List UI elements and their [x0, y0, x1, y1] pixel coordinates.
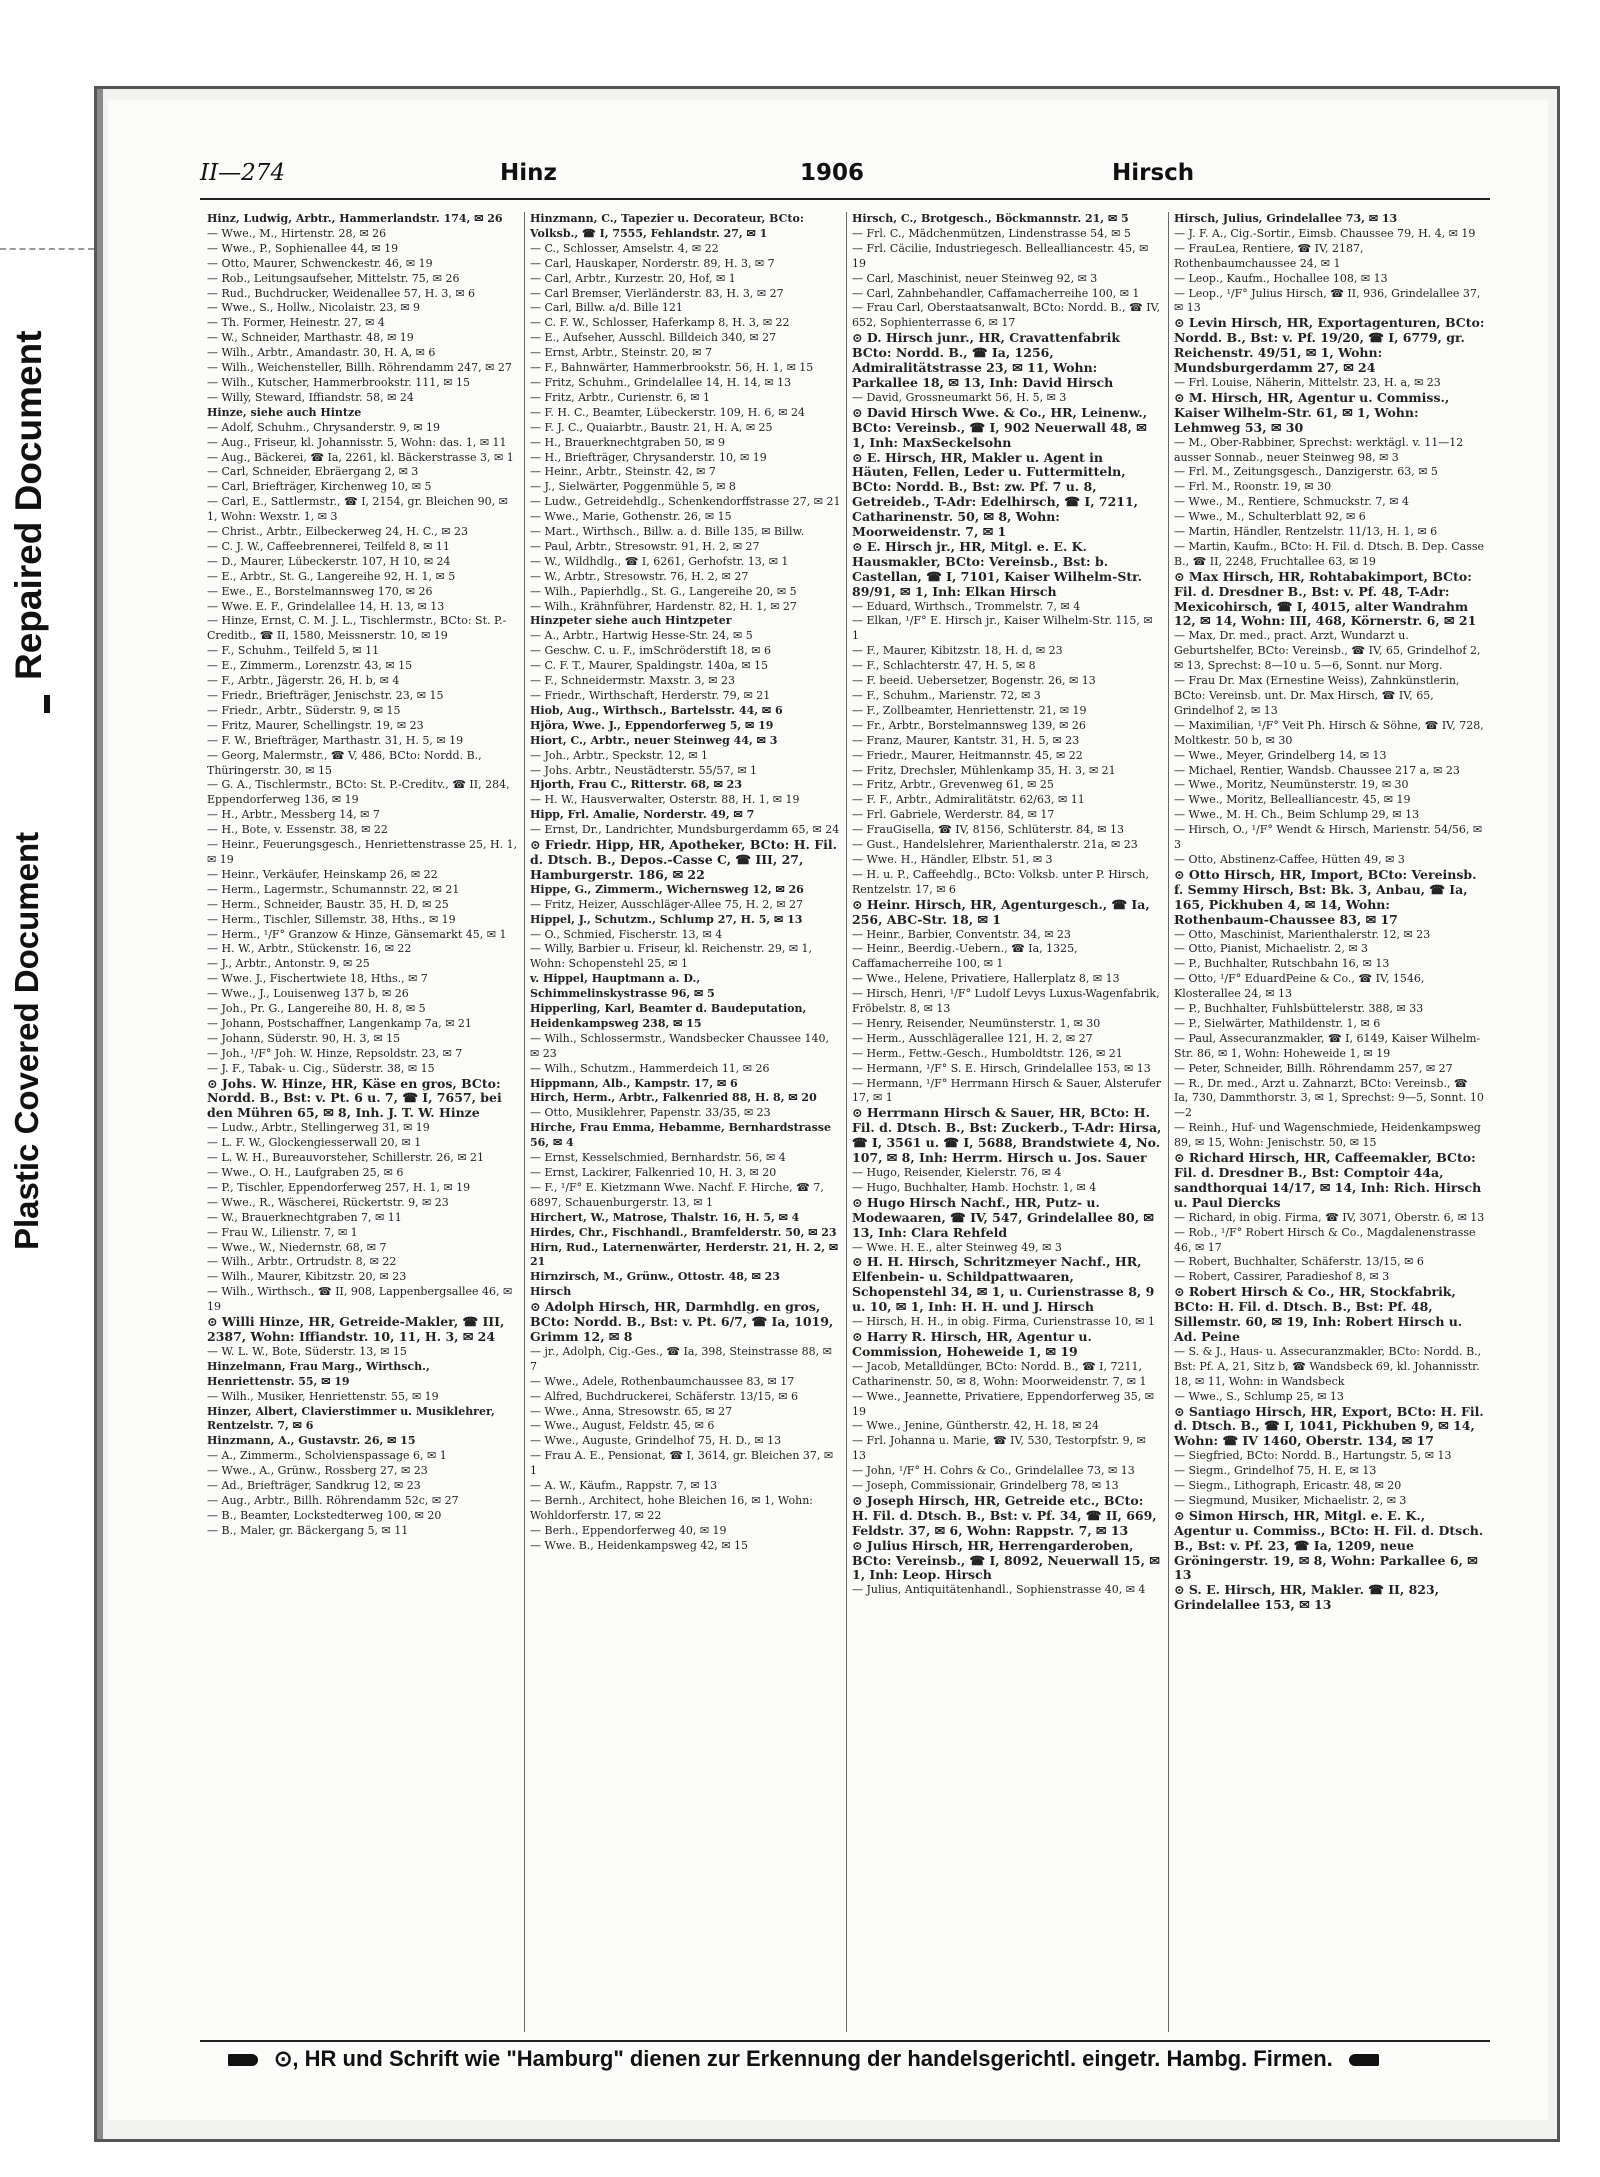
directory-entry: — F. J. C., Quaiarbtr., Baustr. 21, H. A, ✉ 25 — [530, 420, 773, 434]
directory-entry: — Carl, Hauskaper, Norderstr. 89, H. 3, ✉ 7 — [530, 256, 775, 270]
directory-entry: — A. W., Käufm., Rappstr. 7, ✉ 13 — [530, 1479, 718, 1493]
directory-entry: — Wwe., A., Grünw., Rossberg 27, ✉ 23 — [207, 1464, 428, 1478]
directory-entry: — Wwe., Moritz, Bellealliancestr. 45, ✉ 19 — [1174, 793, 1411, 807]
directory-entry: — Otto, Abstinenz-Caffee, Hütten 49, ✉ 3 — [1174, 852, 1405, 866]
directory-entry: — FrauLea, Rentiere, ☎ IV, 2187, Rothenbaumchaussee 24, ✉ 1 — [1174, 241, 1364, 270]
directory-entry: — Aug., Friseur, kl. Johannisstr. 5, Wohn: das. 1, ✉ 11 — [207, 435, 507, 449]
first-keyword: Hinz — [500, 160, 557, 186]
directory-entry: — B., Beamter, Lockstedterweg 100, ✉ 20 — [207, 1508, 442, 1522]
directory-entry: — Hirsch, O., ¹/F° Wendt & Hirsch, Marienstr. 54/56, ✉ 3 — [1174, 823, 1483, 852]
directory-entry: Hippmann, Alb., Kampstr. 17, ✉ 6 — [530, 1076, 738, 1090]
directory-entry: — H. W., Hausverwalter, Osterstr. 88, H. 1, ✉ 19 — [530, 793, 800, 807]
directory-entry: — P., Sielwärter, Mathildenstr. 1, ✉ 6 — [1174, 1016, 1381, 1030]
directory-entry: — Frl. Louise, Näherin, Mittelstr. 23, H. a, ✉ 23 — [1174, 375, 1441, 389]
directory-entry: — J., Sielwärter, Poggenmühle 5, ✉ 8 — [530, 480, 736, 494]
directory-entry: — Wwe., Adele, Rothenbaumchaussee 83, ✉ 17 — [530, 1374, 795, 1388]
directory-entry: Hirsch — [530, 1285, 572, 1299]
directory-entry: — W., Wildhdlg., ☎ I, 6261, Gerhofstr. 13, ✉ 1 — [530, 554, 789, 568]
directory-entry: ⊙ Richard Hirsch, HR, Caffeemakler, BCto: Fil. d. Dresdner B., Bst: Comptoir 44a, sandthorquai 14/17, ✉ 14, Inh: Rich. Hirsch u. Paul Diercks — [1174, 1150, 1482, 1210]
directory-entry: — S. & J., Haus- u. Assecuranzmakler, BCto: Nordd. B., Bst: Pf. A, 21, Sitz b, ☎ Wandsbeck 69, kl. Johannisstr. 18, ✉ 11, Wohn: in Wandsbeck — [1174, 1344, 1482, 1388]
page-header — [200, 156, 1460, 196]
directory-entry: — Hermann, ¹/F° S. E. Hirsch, Grindelallee 153, ✉ 13 — [852, 1061, 1151, 1075]
directory-entry: — J. F., Tabak- u. Cig., Süderstr. 38, ✉ 15 — [207, 1061, 435, 1075]
directory-entry: — F. beeid. Uebersetzer, Bogenstr. 26, ✉ 13 — [852, 674, 1096, 688]
directory-entry: — Wilh., Wirthsch., ☎ II, 908, Lappenbergsallee 46, ✉ 19 — [207, 1285, 513, 1314]
directory-entry: ⊙ S. E. Hirsch, HR, Makler. ☎ II, 823, Grindelallee 153, ✉ 13 — [1174, 1582, 1440, 1613]
directory-entry: ⊙ Johs. W. Hinze, HR, Käse en gros, BCto: Nordd. B., Bst: v. Pt. 6 u. 7, ☎ I, 7657, bei den Mühren 65, ✉ 8, Inh. J. T. W. Hinze — [207, 1075, 502, 1121]
directory-entry: — Carl, Arbtr., Kurzestr. 20, Hof, ✉ 1 — [530, 271, 736, 285]
directory-entry: — F., Arbtr., Jägerstr. 26, H. b, ✉ 4 — [207, 674, 400, 688]
directory-entry: — C. F. W., Schlosser, Haferkamp 8, H. 3, ✉ 22 — [530, 316, 790, 330]
directory-entry: — Frl. C., Mädchenmützen, Lindenstrasse 54, ✉ 5 — [852, 226, 1131, 240]
directory-entry: — Peter, Schneider, Billh. Röhrendamm 257, ✉ 27 — [1174, 1061, 1453, 1075]
directory-entry: — F., Bahnwärter, Hammerbrookstr. 56, H. 1, ✉ 15 — [530, 361, 814, 375]
directory-entry: — Wwe., Anna, Stresowstr. 65, ✉ 27 — [530, 1404, 733, 1418]
directory-entry: ⊙ M. Hirsch, HR, Agentur u. Commiss., Kaiser Wilhelm-Str. 61, ✉ 1, Wohn: Lehmweg 53, ✉ 30 — [1174, 389, 1450, 435]
last-keyword: Hirsch — [1112, 160, 1195, 186]
directory-entry: — H. W., Arbtr., Stückenstr. 16, ✉ 22 — [207, 942, 412, 956]
directory-entry: — Frl. Gabriele, Werderstr. 84, ✉ 17 — [852, 808, 1055, 822]
directory-entry: — Siegm., Grindelhof 75, H. E, ✉ 13 — [1174, 1464, 1377, 1478]
directory-entry: — Aug., Arbtr., Billh. Röhrendamm 52c, ✉ 27 — [207, 1493, 459, 1507]
directory-entry: — Richard, in obig. Firma, ☎ IV, 3071, Oberstr. 6, ✉ 13 — [1174, 1210, 1485, 1224]
directory-entry: — Wwe., M., Hirtenstr. 28, ✉ 26 — [207, 226, 387, 240]
directory-entry: — Friedr., Wirthschaft, Herderstr. 79, ✉ 21 — [530, 689, 771, 702]
directory-entry: — Wwe., Helene, Privatiere, Hallerplatz 8, ✉ 13 — [852, 972, 1120, 986]
directory-entry: — Ewe., E., Borstelmannsweg 170, ✉ 26 — [207, 584, 433, 598]
directory-entry: ⊙ Willi Hinze, HR, Getreide-Makler, ☎ III, 2387, Wohn: Iffiandstr. 10, 11, H. 3, ✉ 24 — [207, 1314, 505, 1344]
directory-columns — [202, 212, 1490, 2032]
directory-entry: — C., Schlosser, Amselstr. 4, ✉ 22 — [530, 241, 719, 255]
directory-entry: — Frau W., Lilienstr. 7, ✉ 1 — [207, 1225, 358, 1239]
directory-entry: ⊙ H. H. Hirsch, Schritzmeyer Nachf., HR, Elfenbein- u. Schildpattwaaren, Schopenstehl 34, ✉ 1, u. Curienstrasse 8, 9 u. 10, ✉ 1, Inh: H. H. und J. Hirsch — [852, 1254, 1155, 1315]
directory-entry: — Friedr., Maurer, Heitmannstr. 45, ✉ 22 — [852, 748, 1083, 762]
directory-entry: Hirche, Frau Emma, Hebamme, Bernhardstrasse 56, ✉ 4 — [530, 1121, 831, 1150]
directory-entry: — Martin, Kaufm., BCto: H. Fil. d. Dtsch. B. Dep. Casse B., ☎ II, 2248, Fruchtallee 63, ✉ 19 — [1174, 539, 1485, 568]
directory-entry: — Hirsch, H. H., in obig. Firma, Curienstrasse 10, ✉ 1 — [852, 1315, 1155, 1329]
directory-entry: — Carl, Maschinist, neuer Steinweg 92, ✉ 3 — [852, 271, 1098, 285]
directory-entry: — Paul, Arbtr., Stresowstr. 91, H. 2, ✉ 27 — [530, 539, 760, 553]
directory-entry: Hinz, Ludwig, Arbtr., Hammerlandstr. 174, ✉ 26 — [207, 212, 503, 225]
directory-entry: — jr., Adolph, Cig.-Ges., ☎ Ia, 398, Steinstrasse 88, ✉ 7 — [530, 1344, 832, 1373]
directory-entry: — Carl, Briefträger, Kirchenweg 10, ✉ 5 — [207, 480, 432, 494]
directory-entry: — Joh., Arbtr., Speckstr. 12, ✉ 1 — [530, 748, 709, 762]
directory-entry: — Carl, Billw. a/d. Bille 121 — [530, 301, 683, 315]
directory-entry: — B., Maler, gr. Bäckergang 5, ✉ 11 — [207, 1523, 409, 1537]
directory-entry: — J. F. A., Cig.-Sortir., Eimsb. Chaussee 79, H. 4, ✉ 19 — [1174, 226, 1476, 240]
directory-entry: — Joh., Pr. G., Langereihe 80, H. 8, ✉ 5 — [207, 1002, 426, 1016]
directory-entry: — Fritz, Schuhm., Grindelallee 14, H. 14, ✉ 13 — [530, 375, 792, 389]
directory-entry: — Hinze, Ernst, C. M. J. L., Tischlermstr., BCto: St. P.-Creditb., ☎ II, 1580, Meissnerstr. 10, ✉ 19 — [207, 614, 507, 643]
directory-entry: ⊙ Heinr. Hirsch, HR, Agenturgesch., ☎ Ia, 256, ABC-Str. 18, ✉ 1 — [852, 896, 1150, 927]
directory-entry: — P., Buchhalter, Fuhlsbüttelerstr. 388, ✉ 33 — [1174, 1002, 1424, 1016]
directory-entry: — F., Schuhm., Teilfeld 5, ✉ 11 — [207, 644, 380, 658]
directory-entry: — Wwe., Jenine, Güntherstr. 42, H. 18, ✉ 24 — [852, 1419, 1099, 1433]
directory-entry: — Otto, Pianist, Michaelistr. 2, ✉ 3 — [1174, 942, 1369, 956]
directory-entry: — Wwe., Marie, Gothenstr. 26, ✉ 15 — [530, 510, 732, 524]
directory-entry: — Heinr., Beerdig.-Uebern., ☎ Ia, 1325, Caffamacherreihe 100, ✉ 1 — [852, 942, 1078, 971]
directory-entry: — Wilh., Papierhdlg., St. G., Langereihe 20, ✉ 5 — [530, 584, 797, 598]
directory-entry: — Wwe. J., Fischertwiete 18, Hths., ✉ 7 — [207, 972, 428, 986]
directory-entry: — Wwe., P., Sophienallee 44, ✉ 19 — [207, 241, 399, 255]
directory-entry: — Jacob, Metalldünger, BCto: Nordd. B., ☎ I, 7211, Catharinenstr. 50, ✉ 8, Wohn: Moorweidenstr. 7, ✉ 1 — [852, 1359, 1147, 1388]
directory-entry: Hirnzirsch, M., Grünw., Ottostr. 48, ✉ 23 — [530, 1270, 780, 1284]
directory-entry: — Berh., Eppendorferweg 40, ✉ 19 — [530, 1523, 727, 1537]
directory-entry: — Wwe., W., Niedernstr. 68, ✉ 7 — [207, 1240, 387, 1254]
directory-entry: Hinzelmann, Frau Marg., Wirthsch., Henriettenstr. 55, ✉ 19 — [207, 1359, 430, 1388]
directory-entry: — O., Schmied, Fischerstr. 13, ✉ 4 — [530, 927, 723, 941]
directory-entry: — Wwe., Moritz, Neumünsterstr. 19, ✉ 30 — [1174, 778, 1409, 792]
directory-entry: — W., Brauerknechtgraben 7, ✉ 11 — [207, 1210, 402, 1224]
directory-entry: — E., Zimmerm., Lorenzstr. 43, ✉ 15 — [207, 659, 413, 673]
directory-entry: — H., Arbtr., Messberg 14, ✉ 7 — [207, 808, 380, 822]
directory-entry: — Ludw., Getreidehdlg., Schenkendorffstrasse 27, ✉ 21 — [530, 495, 841, 509]
directory-entry: — M., Ober-Rabbiner, Sprechst: werktägl. v. 11—12 ausser Sonnab., neuer Steinweg 98, ✉ 3 — [1174, 435, 1464, 464]
directory-entry: ⊙ Herrmann Hirsch & Sauer, HR, BCto: H. Fil. d. Dtsch. B., Bst: Zuckerb., T-Adr: Hirsa, ☎ I, 3561 u. ☎ I, 5688, Brandstwiete 4, No. 107, ✉ 8, Inh: Herrm. Hirsch u. Jos. Sauer — [852, 1105, 1162, 1166]
directory-entry: — Wwe., M., Rentiere, Schmuckstr. 7, ✉ 4 — [1174, 495, 1409, 509]
directory-entry: — Fritz, Arbtr., Grevenweg 61, ✉ 25 — [852, 778, 1054, 792]
directory-entry: — Willy, Steward, Iffiandstr. 58, ✉ 24 — [207, 390, 414, 404]
page-footer — [228, 2046, 1488, 2082]
directory-entry: — E., Arbtr., St. G., Langereihe 92, H. 1, ✉ 5 — [207, 569, 456, 583]
directory-entry: — Johs. Arbtr., Neustädterstr. 55/57, ✉ 1 — [530, 763, 758, 777]
directory-entry: — F. H. C., Beamter, Lübeckerstr. 109, H. 6, ✉ 24 — [530, 405, 805, 419]
directory-entry: ⊙ Joseph Hirsch, HR, Getreide etc., BCto: H. Fil. d. Dtsch. B., Bst: v. Pf. 34, ☎ II, 669, Feldstr. 37, ✉ 6, Wohn: Rappstr. 7, ✉ 13 — [852, 1492, 1157, 1538]
directory-entry: — Ernst, Lackirer, Falkenried 10, H. 3, ✉ 20 — [530, 1166, 777, 1179]
directory-entry: — Franz, Maurer, Kantstr. 31, H. 5, ✉ 23 — [852, 733, 1080, 747]
directory-entry: — Fritz, Heizer, Ausschläger-Allee 75, H. 2, ✉ 27 — [530, 897, 804, 911]
directory-entry: — Johann, Postschaffner, Langenkamp 7a, ✉ 21 — [207, 1016, 472, 1030]
directory-entry: — Mart., Wirthsch., Billw. a. d. Bille 135, ✉ Billw. — [530, 525, 805, 539]
directory-entry: — W. L. W., Bote, Süderstr. 13, ✉ 15 — [207, 1344, 407, 1358]
directory-entry: — Hugo, Reisender, Kielerstr. 76, ✉ 4 — [852, 1166, 1062, 1179]
directory-entry: — Ernst, Dr., Landrichter, Mundsburgerdamm 65, ✉ 24 — [530, 823, 840, 837]
directory-entry: — Wwe. B., Heidenkampsweg 42, ✉ 15 — [530, 1538, 749, 1552]
directory-year: 1906 — [800, 160, 865, 186]
directory-entry: — Frl. Cäcilie, Industriegesch. Bellealliancestr. 45, ✉ 19 — [852, 241, 1149, 270]
pointing-hand-icon — [228, 2054, 258, 2066]
directory-entry: ⊙ Friedr. Hipp, HR, Apotheker, BCto: H. Fil. d. Dtsch. B., Depos.-Casse C, ☎ III, 27, Hamburgerstr. 186, ✉ 22 — [530, 837, 837, 882]
directory-entry: Hinze, siehe auch Hintze — [207, 405, 362, 419]
directory-entry: ⊙ Julius Hirsch, HR, Herrengarderoben, BCto: Vereinsb., ☎ I, 8092, Neuerwall 15, ✉ 1, Inh: Leop. Hirsch — [852, 1537, 1160, 1583]
directory-entry: — R., Dr. med., Arzt u. Zahnarzt, BCto: Vereinsb., ☎ Ia, 730, Dammthorstr. 3, ✉ 1, Sprechst: 9—5, Sonnt. 10—2 — [1174, 1076, 1484, 1120]
directory-entry: — C. J. W., Caffeebrennerei, Teilfeld 8, ✉ 11 — [207, 539, 450, 553]
directory-entry: — D., Maurer, Lübeckerstr. 107, H 10, ✉ 24 — [207, 554, 451, 568]
directory-entry: Hirdes, Chr., Fischhandl., Bramfelderstr. 50, ✉ 23 — [530, 1225, 837, 1239]
directory-entry: — Wwe., S., Schlump 25, ✉ 13 — [1174, 1389, 1344, 1403]
directory-entry: — Wilh., Maurer, Kibitzstr. 20, ✉ 23 — [207, 1270, 407, 1284]
directory-entry: — Frl. Johanna u. Marie, ☎ IV, 530, Testorpfstr. 9, ✉ 13 — [852, 1434, 1146, 1463]
directory-entry: — Rob., ¹/F° Robert Hirsch & Co., Magdalenenstrasse 46, ✉ 17 — [1174, 1225, 1476, 1254]
directory-entry: — FrauGisella, ☎ IV, 8156, Schlüterstr. 84, ✉ 13 — [852, 823, 1125, 837]
directory-entry: ⊙ Levin Hirsch, HR, Exportagenturen, BCto: Nordd. B., Bst: v. Pf. 19/20, ☎ I, 6779, gr. Reichenstr. 49/51, ✉ 1, Wohn: Mundsburgerdamm 27, ✉ 24 — [1174, 315, 1485, 376]
directory-entry: — Wwe. H., Händler, Elbstr. 51, ✉ 3 — [852, 852, 1053, 866]
directory-entry: — J., Arbtr., Antonstr. 9, ✉ 25 — [207, 957, 370, 971]
side-labels — [0, 120, 86, 1320]
directory-entry: — Ad., Briefträger, Sandkrug 12, ✉ 23 — [207, 1479, 421, 1493]
directory-entry: — Herm., Fettw.-Gesch., Humboldtstr. 126, ✉ 21 — [852, 1046, 1123, 1060]
directory-entry: — Wwe., O. H., Laufgraben 25, ✉ 6 — [207, 1166, 404, 1179]
directory-entry: — H., Bote, v. Essenstr. 38, ✉ 22 — [207, 823, 388, 837]
torn-edge-marker — [0, 248, 94, 250]
directory-entry: — L. F. W., Glockengiesserwall 20, ✉ 1 — [207, 1136, 422, 1150]
directory-entry: — F., Schneidermstr. Maxstr. 3, ✉ 23 — [530, 674, 735, 688]
directory-entry: — Siegmund, Musiker, Michaelistr. 2, ✉ 3 — [1174, 1493, 1407, 1507]
page-number: II—274 — [200, 160, 286, 186]
directory-entry: — Johann, Süderstr. 90, H. 3, ✉ 15 — [207, 1031, 401, 1045]
directory-entry: — Hermann, ¹/F° Herrmann Hirsch & Sauer, Alsterufer 17, ✉ 1 — [852, 1076, 1162, 1105]
directory-entry: — H. u. P., Caffeehdlg., BCto: Volksb. unter P. Hirsch, Rentzelstr. 17, ✉ 6 — [852, 867, 1149, 896]
directory-entry: — Wwe. H. E., alter Steinweg 49, ✉ 3 — [852, 1240, 1062, 1254]
directory-entry: Hirn, Rud., Laternenwärter, Herderstr. 21, H. 2, ✉ 21 — [530, 1240, 839, 1269]
directory-entry: — Aug., Bäckerei, ☎ Ia, 2261, kl. Bäckerstrasse 3, ✉ 1 — [207, 450, 514, 464]
directory-entry: Hinzmann, A., Gustavstr. 26, ✉ 15 — [207, 1434, 416, 1448]
directory-entry: Hirch, Herm., Arbtr., Falkenried 88, H. 8, ✉ 20 — [530, 1091, 817, 1105]
directory-entry: — Herm., Lagermstr., Schumannstr. 22, ✉ 21 — [207, 882, 460, 896]
directory-entry: Hirsch, Julius, Grindelallee 73, ✉ 13 — [1174, 212, 1398, 225]
directory-entry: Hinzmann, C., Tapezier u. Decorateur, BCto: Volksb., ☎ I, 7555, Fehlandstr. 27, ✉ 1 — [530, 212, 804, 240]
directory-entry: — Siegm., Lithograph, Ericastr. 48, ✉ 20 — [1174, 1479, 1402, 1493]
directory-entry: v. Hippel, Hauptmann a. D., Schimmelinskystrasse 96, ✉ 5 — [530, 972, 715, 1001]
directory-entry: — Maximilian, ¹/F° Veit Ph. Hirsch & Söhne, ☎ IV, 728, Moltkestr. 50 b, ✉ 30 — [1174, 718, 1484, 747]
directory-entry: — Herm., Schneider, Baustr. 35, H. D, ✉ 25 — [207, 897, 449, 911]
directory-entry: — W., Arbtr., Stresowstr. 76, H. 2, ✉ 27 — [530, 569, 749, 583]
directory-entry: Hinzer, Albert, Clavierstimmer u. Musiklehrer, Rentzelstr. 7, ✉ 6 — [207, 1404, 495, 1433]
directory-entry: ⊙ Adolph Hirsch, HR, Darmhdlg. en gros, BCto: Nordd. B., Bst: v. Pt. 6/7, ☎ Ia, 1019, Grimm 12, ✉ 8 — [530, 1299, 834, 1344]
footer-rule — [200, 2040, 1490, 2042]
directory-entry: — Wilh., Arbtr., Amandastr. 30, H. A, ✉ 6 — [207, 346, 436, 360]
directory-entry: — Frau Carl, Oberstaatsanwalt, BCto: Nordd. B., ☎ IV, 652, Sophienterrasse 6, ✉ 17 — [852, 301, 1161, 330]
repaired-document-label: Repaired Document — [8, 330, 49, 680]
directory-entry: — F., Maurer, Kibitzstr. 18, H. d, ✉ 23 — [852, 644, 1063, 658]
directory-entry: Hipp, Frl. Amalie, Norderstr. 49, ✉ 7 — [530, 808, 755, 822]
directory-column-3 — [846, 212, 1168, 2032]
directory-entry: — Wilh., Schutzm., Hammerdeich 11, ✉ 26 — [530, 1061, 770, 1075]
directory-entry: — Hirsch, Henri, ¹/F° Ludolf Levys Luxus-Wagenfabrik, Fröbelstr. 8, ✉ 13 — [852, 987, 1160, 1016]
pointing-hand-icon-right — [1349, 2054, 1379, 2066]
directory-entry: — Hugo, Buchhalter, Hamb. Hochstr. 1, ✉ 4 — [852, 1180, 1097, 1194]
directory-entry: — Julius, Antiquitätenhandl., Sophienstrasse 40, ✉ 4 — [852, 1583, 1146, 1597]
directory-entry: Hippe, G., Zimmerm., Wichernsweg 12, ✉ 26 — [530, 882, 804, 896]
directory-entry: — Heinr., Arbtr., Steinstr. 42, ✉ 7 — [530, 465, 716, 479]
directory-entry: — Wilh., Kutscher, Hammerbrookstr. 111, ✉ 15 — [207, 375, 470, 389]
directory-entry: — Th. Former, Heinestr. 27, ✉ 4 — [207, 316, 385, 330]
directory-entry: Hipperling, Karl, Beamter d. Baudeputation, Heidenkampsweg 238, ✉ 15 — [530, 1002, 807, 1030]
directory-entry: — Frau A. E., Pensionat, ☎ I, 3614, gr. Bleichen 37, ✉ 1 — [530, 1449, 834, 1478]
directory-entry: Hiort, C., Arbtr., neuer Steinweg 44, ✉ 3 — [530, 733, 778, 747]
directory-entry: — Max, Dr. med., pract. Arzt, Wundarzt u. Geburtshelfer, BCto: Vereinsb., ☎ IV, 65, Grindelhof 2, ✉ 13, Sprechst: 8—10 u. 5—6, Sonnt. nur Morg. — [1174, 629, 1481, 673]
directory-entry: — Wwe., M. H. Ch., Beim Schlump 29, ✉ 13 — [1174, 808, 1420, 822]
directory-entry: — E., Aufseher, Ausschl. Billdeich 340, ✉ 27 — [530, 331, 777, 345]
directory-entry: — Heinr., Feuerungsgesch., Henriettenstrasse 25, H. 1, ✉ 19 — [207, 838, 518, 866]
directory-entry: — Reinh., Huf- und Wagenschmiede, Heidenkampsweg 89, ✉ 15, Wohn: Jenischstr. 50, ✉ 15 — [1174, 1121, 1481, 1150]
directory-entry: — John, ¹/F° H. Cohrs & Co., Grindelallee 73, ✉ 13 — [852, 1464, 1135, 1478]
directory-entry: ⊙ D. Hirsch junr., HR, Cravattenfabrik BCto: Nordd. B., ☎ Ia, 1256, Admiralitätstrasse 23, ✉ 11, Wohn: Parkallee 18, ✉ 13, Inh: David Hirsch — [852, 330, 1121, 390]
directory-entry: ⊙ E. Hirsch jr., HR, Mitgl. e. E. K. Hausmakler, BCto: Vereinsb., Bst: b. Castellan, ☎ I, 7101, Kaiser Wilhelm-Str. 89/91, ✉ 1, Inh: Elkan Hirsch — [852, 538, 1142, 599]
directory-entry: — Wilh., Krähnführer, Hardenstr. 82, H. 1, ✉ 27 — [530, 599, 797, 613]
directory-column-2 — [524, 212, 846, 2032]
directory-entry: Hjorth, Frau C., Ritterstr. 68, ✉ 23 — [530, 778, 742, 792]
directory-entry: — Adolf, Schuhm., Chrysanderstr. 9, ✉ 19 — [207, 420, 441, 434]
directory-entry: — Wwe., Auguste, Grindelhof 75, H. D., ✉ 13 — [530, 1434, 782, 1448]
directory-entry: — Heinr., Verkäufer, Heinskamp 26, ✉ 22 — [207, 867, 438, 881]
label-divider — [44, 695, 50, 713]
directory-entry: — Wwe., J., Louisenweg 137 b, ✉ 26 — [207, 987, 409, 1001]
directory-entry: — Elkan, ¹/F° E. Hirsch jr., Kaiser Wilhelm-Str. 115, ✉ 1 — [852, 614, 1153, 643]
directory-entry: — Robert, Cassirer, Paradieshof 8, ✉ 3 — [1174, 1270, 1390, 1284]
directory-entry: — L. W. H., Bureauvorsteher, Schillerstr. 26, ✉ 21 — [207, 1151, 485, 1165]
directory-entry: — Herm., ¹/F° Granzow & Hinze, Gänsemarkt 45, ✉ 1 — [207, 927, 507, 941]
directory-entry: — Joh., ¹/F° Joh. W. Hinze, Repsoldstr. 23, ✉ 7 — [207, 1046, 463, 1060]
directory-entry: — Heinr., Barbier, Conventstr. 34, ✉ 23 — [852, 927, 1071, 941]
directory-entry: — Carl, Schneider, Ebräergang 2, ✉ 3 — [207, 465, 419, 479]
directory-entry: — Leop., Kaufm., Hochallee 108, ✉ 13 — [1174, 271, 1388, 285]
directory-entry: Hirsch, C., Brotgesch., Böckmannstr. 21, ✉ 5 — [852, 212, 1129, 225]
directory-entry: ⊙ Simon Hirsch, HR, Mitgl. e. E. K., Agentur u. Commiss., BCto: H. Fil. d. Dtsch. B., Bst: v. Pf. 23, ☎ Ia, 1209, neue Gröningerstr. 19, ✉ 8, Wohn: Parkallee 6, ✉ 13 — [1174, 1507, 1484, 1583]
directory-entry: — Otto, ¹/F° EduardPeine & Co., ☎ IV, 1546, Klosterallee 24, ✉ 13 — [1174, 972, 1425, 1001]
directory-entry: — Frl. M., Zeitungsgesch., Danzigerstr. 63, ✉ 5 — [1174, 465, 1438, 479]
directory-entry: — Friedr., Briefträger, Jenischstr. 23, ✉ 15 — [207, 689, 444, 702]
directory-entry: — Otto, Maurer, Schwenckestr. 46, ✉ 19 — [207, 256, 433, 270]
directory-entry: — C. F. T., Maurer, Spaldingstr. 140a, ✉ 15 — [530, 659, 769, 673]
directory-entry: — Georg, Malermstr., ☎ V, 486, BCto: Nordd. B., Thüringerstr. 30, ✉ 15 — [207, 748, 482, 777]
directory-entry: — A., Arbtr., Hartwig Hesse-Str. 24, ✉ 5 — [530, 629, 753, 643]
directory-entry: — David, Grossneumarkt 56, H. 5, ✉ 3 — [852, 390, 1067, 404]
directory-entry: — Wwe., M., Schulterblatt 92, ✉ 6 — [1174, 510, 1366, 524]
directory-entry: — Fritz, Arbtr., Curienstr. 6, ✉ 1 — [530, 390, 711, 404]
directory-entry: — P., Buchhalter, Rutschbahn 16, ✉ 13 — [1174, 957, 1390, 971]
directory-entry: — Wwe. E. F., Grindelallee 14, H. 13, ✉ 13 — [207, 599, 445, 613]
directory-entry: ⊙ Harry R. Hirsch, HR, Agentur u. Commission, Hoheweide 1, ✉ 19 — [852, 1328, 1092, 1359]
directory-column-1 — [202, 212, 524, 2032]
directory-entry: ⊙ E. Hirsch, HR, Makler u. Agent in Häuten, Fellen, Leder u. Futtermitteln, BCto: Nordd. B., Bst: zw. Pf. 7 u. 8, Getreideb., T-Adr: Edelhirsch, ☎ I, 7211, Catharinenstr. 50, ✉ 8, Wohn: Moorweidenstr. 7, ✉ 1 — [852, 449, 1139, 540]
directory-entry: — Henry, Reisender, Neumünsterstr. 1, ✉ 30 — [852, 1016, 1101, 1030]
directory-entry: — Rud., Buchdrucker, Weidenallee 57, H. 3, ✉ 6 — [207, 286, 476, 300]
directory-entry: — P., Tischler, Eppendorferweg 257, H. 1, ✉ 19 — [207, 1180, 471, 1194]
directory-entry: — Carl Bremser, Vierländerstr. 83, H. 3, ✉ 27 — [530, 286, 784, 300]
directory-entry: — Eduard, Wirthsch., Trommelstr. 7, ✉ 4 — [852, 599, 1081, 613]
directory-entry: — Alfred, Buchdruckerei, Schäferstr. 13/15, ✉ 6 — [530, 1389, 798, 1403]
directory-entry: — Wilh., Arbtr., Ortrudstr. 8, ✉ 22 — [207, 1255, 397, 1269]
directory-column-4 — [1168, 212, 1490, 2032]
directory-entry: — Herm., Ausschlägerallee 121, H. 2, ✉ 27 — [852, 1031, 1093, 1045]
directory-entry: — Ludw., Arbtr., Stellingerweg 31, ✉ 19 — [207, 1121, 430, 1135]
directory-entry: — Otto, Maschinist, Marienthalerstr. 12, ✉ 23 — [1174, 927, 1431, 941]
directory-entry: — A., Zimmerm., Scholvienspassage 6, ✉ 1 — [207, 1449, 447, 1463]
directory-entry: ⊙ Robert Hirsch & Co., HR, Stockfabrik, BCto: H. Fil. d. Dtsch. B., Bst: Pf. 48, Sillemstr. 60, ✉ 19, Inh: Robert Hirsch u. Ad. Peine — [1174, 1284, 1463, 1344]
directory-entry: — F., ¹/F° E. Kietzmann Wwe. Nachf. F. Hirche, ☎ 7, 6897, Schauenburgerstr. 13, ✉ 1 — [530, 1180, 824, 1209]
directory-entry: — Geschw. C. u. F., imSchröderstift 18, ✉ 6 — [530, 644, 771, 658]
directory-entry: — W., Schneider, Marthastr. 48, ✉ 19 — [207, 331, 414, 345]
directory-entry: — Willy, Barbier u. Friseur, kl. Reichenstr. 29, ✉ 1, Wohn: Schopenstehl 25, ✉ 1 — [530, 942, 813, 971]
directory-entry: ⊙ David Hirsch Wwe. & Co., HR, Leinenw., BCto: Vereinsb., ☎ I, 902 Neuerwall 48, ✉ 1, Inh: MaxSeckelsohn — [852, 404, 1148, 450]
directory-entry: — Leop., ¹/F° Julius Hirsch, ☎ II, 936, Grindelallee 37, ✉ 13 — [1174, 286, 1481, 315]
directory-entry: — Frau Dr. Max (Ernestine Weiss), Zahnkünstlerin, BCto: Vereinsb. unt. Dr. Max Hirsch, ☎ IV, 65, Grindelhof 2, ✉ 13 — [1174, 674, 1460, 717]
footer-note: ⊙, HR und Schrift wie "Hamburg" dienen zur Erkennung der handelsgerichtl. eingetr. Hambg. Firmen. — [274, 2046, 1333, 2071]
directory-entry: — Ernst, Arbtr., Steinstr. 20, ✉ 7 — [530, 346, 713, 360]
directory-entry: — Michael, Rentier, Wandsb. Chaussee 217 a, ✉ 23 — [1174, 763, 1460, 777]
directory-entry: Hinzpeter siehe auch Hintzpeter — [530, 614, 732, 628]
directory-entry: — G. A., Tischlermstr., BCto: St. P.-Creditv., ☎ II, 284, Eppendorferweg 136, ✉ 19 — [207, 778, 510, 807]
directory-entry: — Fritz, Drechsler, Mühlenkamp 35, H. 3, ✉ 21 — [852, 763, 1116, 777]
directory-entry: — Siegfried, BCto: Nordd. B., Hartungstr. 5, ✉ 13 — [1174, 1449, 1452, 1463]
directory-entry: — Wilh., Musiker, Henriettenstr. 55, ✉ 19 — [207, 1389, 439, 1403]
directory-entry: — Wwe., Meyer, Grindelberg 14, ✉ 13 — [1174, 748, 1387, 762]
directory-entry: — Wwe., August, Feldstr. 45, ✉ 6 — [530, 1419, 715, 1433]
directory-entry: ⊙ Santiago Hirsch, HR, Export, BCto: H. Fil. d. Dtsch. B., ☎ I, 1041, Pickhuben 9, ✉ 14, Wohn: ☎ IV 1460, Oberstr. 134, ✉ 17 — [1174, 1403, 1484, 1449]
directory-entry: ⊙ Hugo Hirsch Nachf., HR, Putz- u. Modewaaren, ☎ IV, 547, Grindelallee 80, ✉ 13, Inh: Clara Rehfeld — [852, 1194, 1154, 1240]
directory-entry: — Wilh., Weichensteller, Billh. Röhrendamm 247, ✉ 27 — [207, 361, 512, 375]
directory-entry: — Wwe., R., Wäscherei, Rückertstr. 9, ✉ 23 — [207, 1195, 449, 1209]
plastic-covered-document-label: Plastic Covered Document — [8, 831, 45, 1250]
directory-entry: — F., Schuhm., Marienstr. 72, ✉ 3 — [852, 689, 1041, 702]
directory-entry: — Herm., Tischler, Sillemstr. 38, Hths., ✉ 19 — [207, 912, 456, 926]
directory-entry: — Otto, Musiklehrer, Papenstr. 33/35, ✉ 23 — [530, 1106, 771, 1120]
directory-entry: ⊙ Max Hirsch, HR, Rohtabakimport, BCto: Fil. d. Dresdner B., Bst: v. Pf. 48, T-Adr: Mexicohirsch, ☎ I, 4015, alter Wandrahm 12, ✉ 14, Wohn: III, 468, Körnerstr. 6, ✉ 21 — [1174, 568, 1477, 629]
directory-entry: — H., Briefträger, Chrysanderstr. 10, ✉ 19 — [530, 450, 767, 464]
directory-entry: — F. W., Briefträger, Marthastr. 31, H. 5, ✉ 19 — [207, 733, 464, 747]
directory-entry: — Fr., Arbtr., Borstelmannsweg 139, ✉ 26 — [852, 718, 1086, 732]
directory-entry: — Christ., Arbtr., Eilbeckerweg 24, H. C., ✉ 23 — [207, 525, 469, 539]
directory-entry: — F. F., Arbtr., Admiralitätstr. 62/63, ✉ 11 — [852, 793, 1085, 807]
directory-entry: — Wilh., Schlossermstr., Wandsbecker Chaussee 140, ✉ 23 — [530, 1031, 829, 1060]
header-rule — [200, 198, 1490, 200]
directory-entry: — F., Zollbeamter, Henriettenstr. 21, ✉ 19 — [852, 703, 1087, 717]
directory-entry: — Joseph, Commissionair, Grindelberg 78, ✉ 13 — [852, 1479, 1119, 1493]
directory-entry: — Friedr., Arbtr., Süderstr. 9, ✉ 15 — [207, 703, 401, 717]
directory-entry: — Ernst, Kesselschmied, Bernhardstr. 56, ✉ 4 — [530, 1151, 786, 1165]
directory-entry: Hirchert, W., Matrose, Thalstr. 16, H. 5, ✉ 4 — [530, 1210, 800, 1224]
directory-entry: — Carl, E., Sattlermstr., ☎ I, 2154, gr. Bleichen 90, ✉ 1, Wohn: Wexstr. 1, ✉ 3 — [207, 495, 508, 524]
directory-entry: — Wwe., S., Hollw., Nicolaistr. 23, ✉ 9 — [207, 301, 421, 315]
directory-entry: — Fritz, Maurer, Schellingstr. 19, ✉ 23 — [207, 718, 424, 732]
directory-entry: — Gust., Handelslehrer, Marienthalerstr. 21a, ✉ 23 — [852, 838, 1138, 852]
directory-entry: — Paul, Assecuranzmakler, ☎ I, 6149, Kaiser Wilhelm-Str. 86, ✉ 1, Wohn: Hoheweide 1, ✉ 19 — [1174, 1031, 1481, 1060]
directory-entry: Hjöra, Wwe. J., Eppendorferweg 5, ✉ 19 — [530, 718, 774, 732]
directory-entry: — F., Schlachterstr. 47, H. 5, ✉ 8 — [852, 659, 1036, 673]
directory-entry: Hippel, J., Schutzm., Schlump 27, H. 5, ✉ 13 — [530, 912, 803, 926]
directory-entry: — Rob., Leitungsaufseher, Mittelstr. 75, ✉ 26 — [207, 271, 460, 285]
directory-entry: ⊙ Otto Hirsch, HR, Import, BCto: Vereinsb. f. Semmy Hirsch, Bst: Bk. 3, Anbau, ☎ Ia, 165, Pickhuben 4, ✉ 14, Wohn: Rothenbaum-Chaussee 83, ✉ 17 — [1174, 866, 1477, 927]
directory-entry: — Frl. M., Roonstr. 19, ✉ 30 — [1174, 480, 1332, 494]
directory-entry: — H., Brauerknechtgraben 50, ✉ 9 — [530, 435, 725, 449]
directory-entry: Hiob, Aug., Wirthsch., Bartelsstr. 44, ✉ 6 — [530, 703, 783, 717]
directory-entry: — Carl, Zahnbehandler, Caffamacherreihe 100, ✉ 1 — [852, 286, 1140, 300]
directory-entry: — Bernh., Architect, hohe Bleichen 16, ✉ 1, Wohn: Wohldorferstr. 17, ✉ 22 — [530, 1493, 813, 1522]
directory-entry: — Martin, Händler, Rentzelstr. 11/13, H. 1, ✉ 6 — [1174, 525, 1438, 539]
directory-entry: — Robert, Buchhalter, Schäferstr. 13/15, ✉ 6 — [1174, 1255, 1424, 1269]
directory-entry: — Wwe., Jeannette, Privatiere, Eppendorferweg 35, ✉ 19 — [852, 1389, 1155, 1418]
